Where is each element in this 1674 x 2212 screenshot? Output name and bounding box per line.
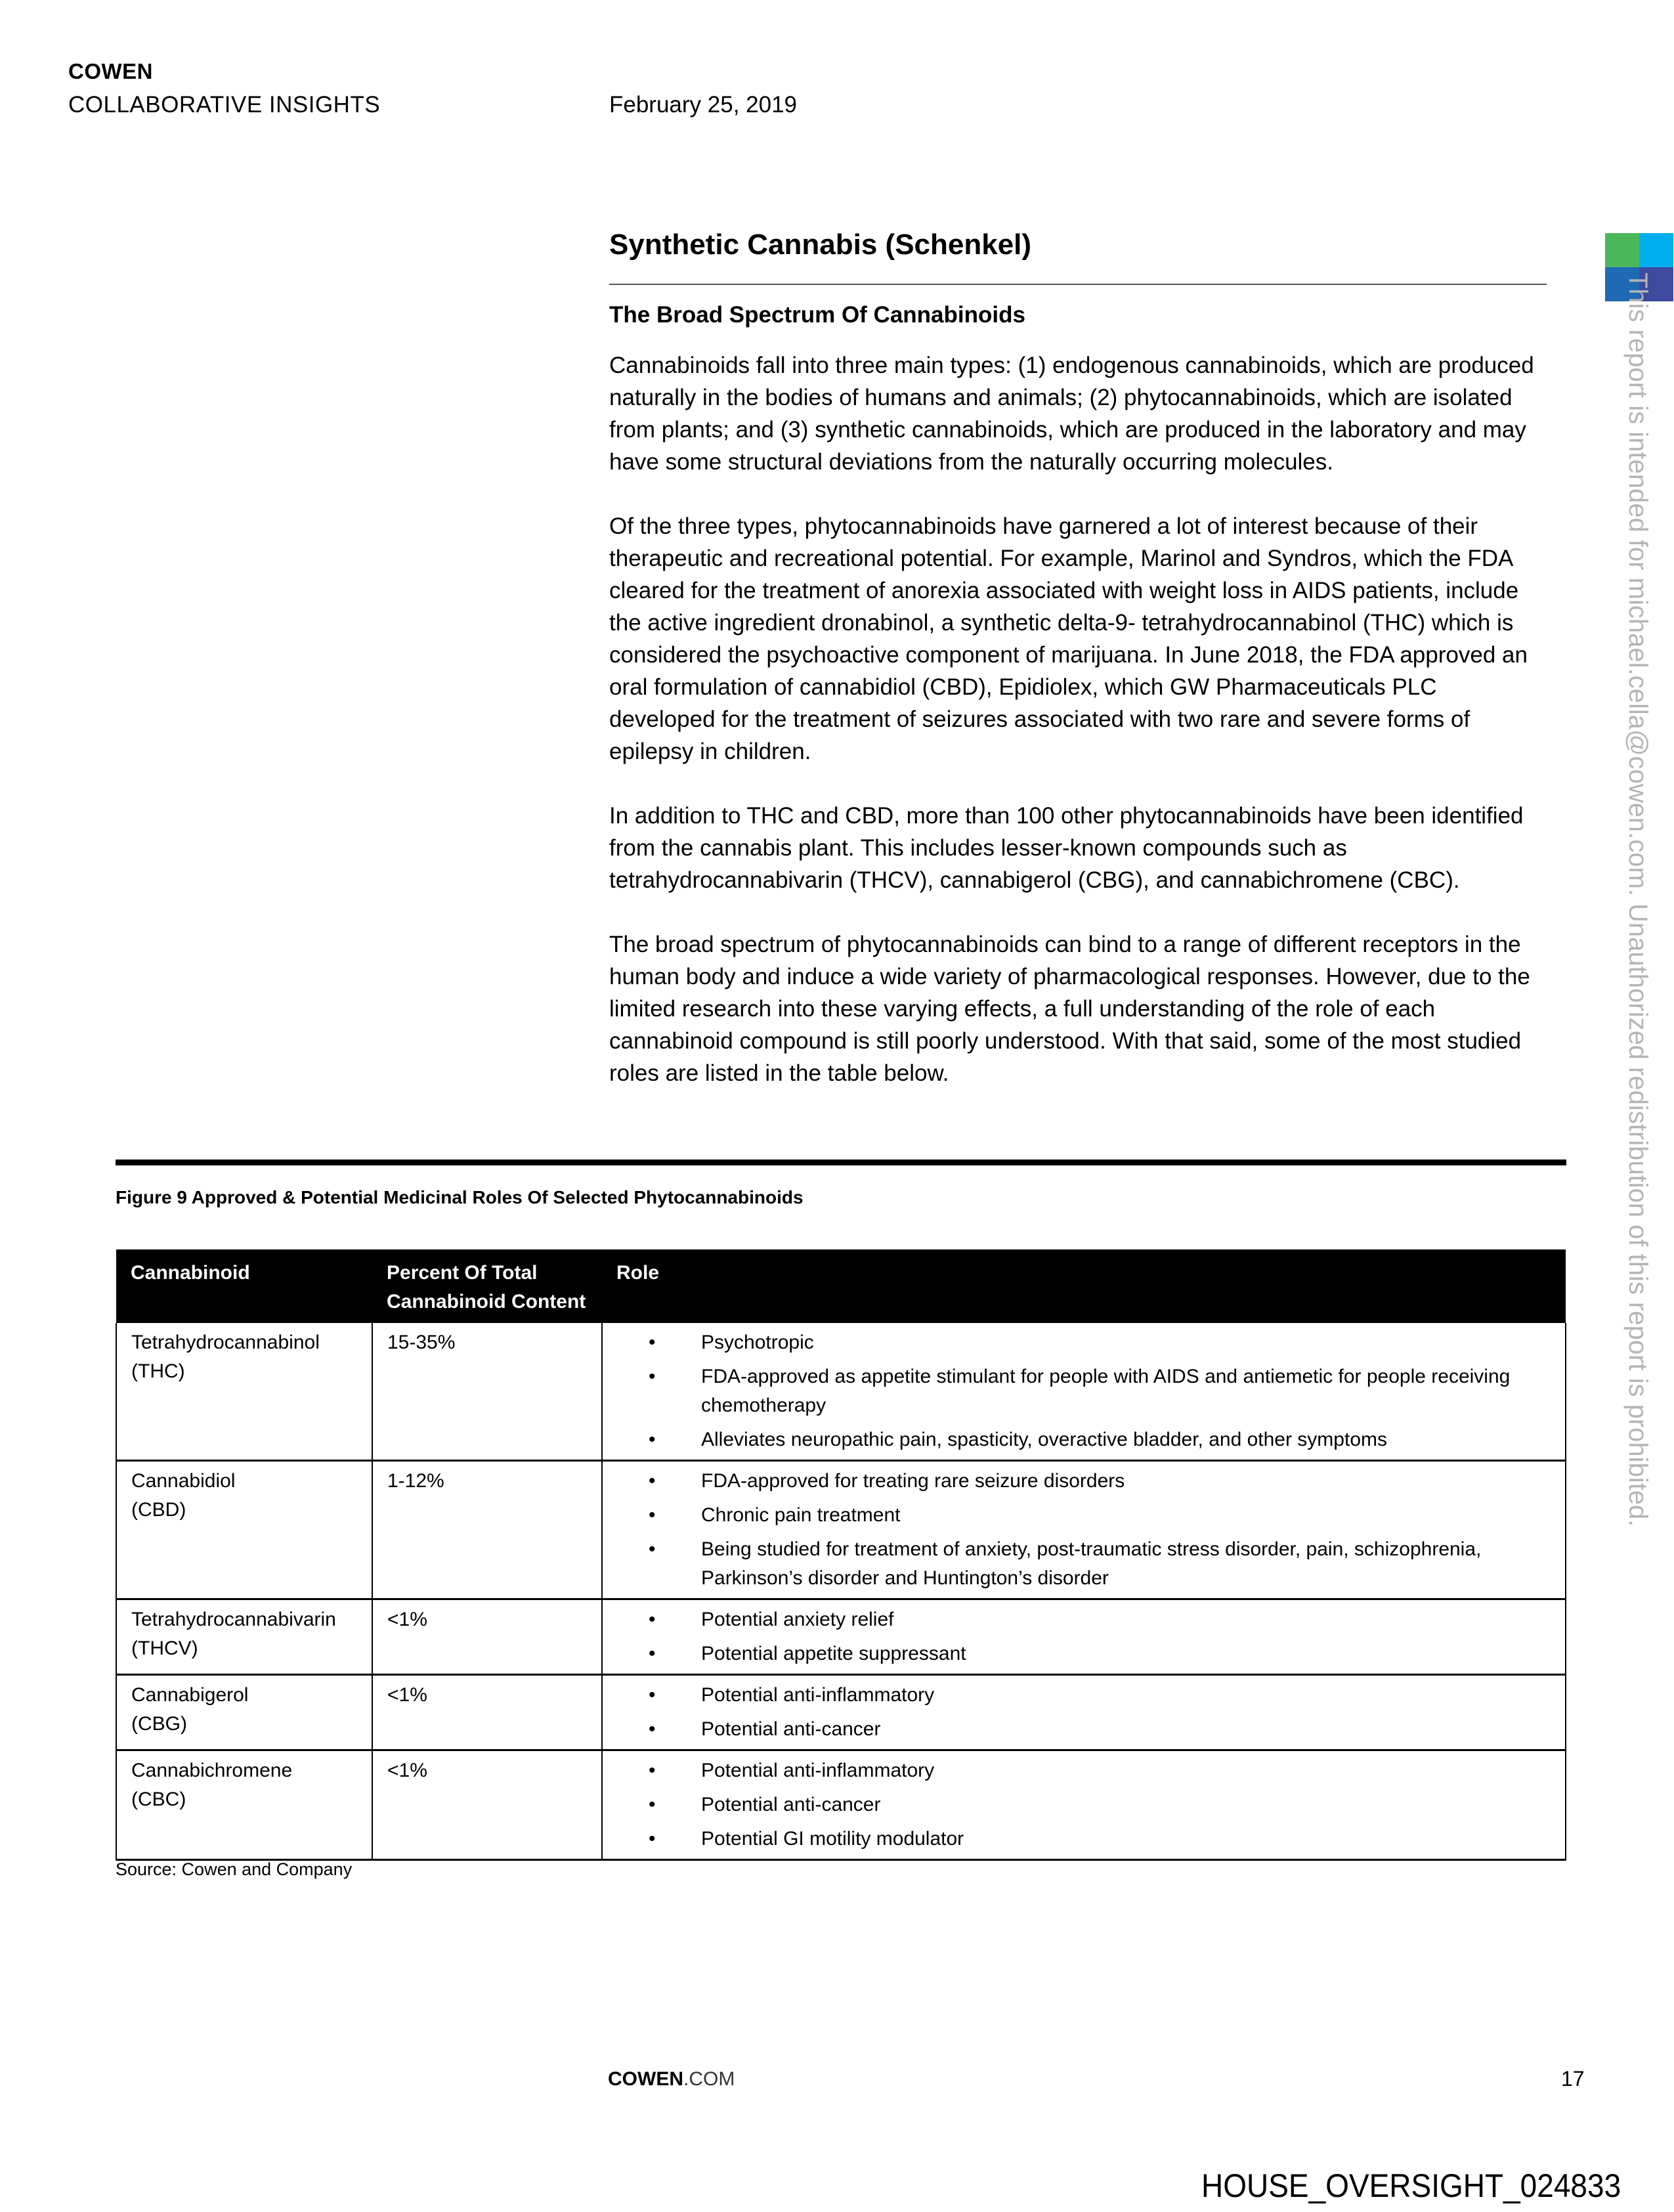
role-item	[617, 1362, 1551, 1420]
bullet-icon: •	[649, 1609, 656, 1630]
role-text: Potential anxiety relief	[701, 1609, 894, 1630]
paragraph: The broad spectrum of phytocannabinoids can bind to a range of different receptors in the human body and induce a wide variety of pharmacological responses. However, due to the limited research into these varying effects, a full understanding of the role of each cannabinoid compound is still poorly understood. With that said, some of the most studied roles are listed in the table below.	[609, 932, 1530, 1086]
column-header-cannabinoid	[116, 1249, 372, 1323]
footer-brand-bold: COWEN	[608, 2068, 683, 2090]
bullet-icon: •	[649, 1643, 656, 1664]
header-text: Role	[616, 1262, 660, 1284]
roles-list	[617, 1467, 1551, 1593]
table-row	[116, 1599, 1566, 1675]
cannabinoid-cell	[116, 1675, 372, 1750]
bullet-icon: •	[649, 1504, 656, 1526]
roles-cell	[602, 1750, 1566, 1860]
bullet-icon: •	[649, 1332, 656, 1353]
role-text: FDA-approved as appetite stimulant for people with AIDS and antiemetic for people receiving chemotherapy	[701, 1366, 1511, 1416]
roles-cell	[602, 1461, 1566, 1599]
bullet-icon: •	[649, 1366, 656, 1387]
cannabinoid-name: Cannabigerol	[131, 1684, 249, 1706]
cannabinoid-cell	[116, 1323, 372, 1461]
table-header-row	[116, 1249, 1566, 1323]
percent-content-cell: <1%	[372, 1675, 602, 1750]
roles-list	[617, 1681, 1551, 1744]
figure-divider	[116, 1160, 1566, 1165]
role-text: Potential anti-inflammatory	[701, 1684, 935, 1706]
role-item	[617, 1501, 1551, 1530]
bullet-icon: •	[649, 1718, 656, 1740]
header-text: Cannabinoid Content	[387, 1291, 586, 1312]
cannabinoid-abbreviation: (CBG)	[131, 1713, 187, 1735]
section-title: Synthetic Cannabis (Schenkel)	[609, 228, 1032, 261]
cannabinoid-cell	[116, 1461, 372, 1599]
role-item	[617, 1825, 1551, 1854]
footer-brand	[608, 2068, 735, 2091]
role-text: Alleviates neuropathic pain, spasticity, overactive bladder, and other symptoms	[701, 1429, 1387, 1450]
cannabinoid-abbreviation: (CBC)	[131, 1789, 186, 1810]
role-item	[617, 1425, 1551, 1454]
table-row	[116, 1461, 1566, 1599]
cannabinoid-abbreviation: (CBD)	[131, 1499, 186, 1521]
section-subtitle: The Broad Spectrum Of Cannabinoids	[609, 302, 1025, 328]
role-item	[617, 1328, 1551, 1357]
figure-source: Source: Cowen and Company	[116, 1859, 353, 1879]
table-row	[116, 1750, 1566, 1860]
role-item	[617, 1715, 1551, 1744]
role-item	[617, 1639, 1551, 1668]
column-header-role	[602, 1249, 1566, 1323]
cannabinoid-name: Cannabichromene	[131, 1760, 293, 1781]
percent-content-cell: 1-12%	[372, 1461, 602, 1599]
bullet-icon: •	[649, 1429, 656, 1450]
roles-list	[617, 1605, 1551, 1668]
cannabinoid-name: Tetrahydrocannabinol	[131, 1332, 320, 1353]
roles-cell	[602, 1675, 1566, 1750]
bullet-icon: •	[649, 1828, 656, 1850]
role-text: Potential anti-cancer	[701, 1718, 881, 1740]
role-text: Potential anti-cancer	[701, 1794, 881, 1815]
logo-quadrant-cyan	[1639, 233, 1673, 267]
role-text: Potential appetite suppressant	[701, 1643, 966, 1664]
table-row	[116, 1675, 1566, 1750]
paragraph: In addition to THC and CBD, more than 100 other phytocannabinoids have been identified from the cannabis plant. This includes lesser-known compounds such as tetrahydrocannabivarin (THCV), cannabigerol (CBG), and cannabichromene (CBC).	[609, 803, 1524, 893]
cannabinoid-abbreviation: (THC)	[131, 1360, 185, 1382]
roles-cell	[602, 1599, 1566, 1675]
bullet-icon: •	[649, 1794, 656, 1815]
column-header-percent	[372, 1249, 602, 1323]
role-item	[617, 1756, 1551, 1785]
role-text: FDA-approved for treating rare seizure disorders	[701, 1470, 1125, 1492]
roles-list	[617, 1328, 1551, 1454]
cannabinoid-name: Cannabidiol	[131, 1470, 236, 1492]
role-item	[617, 1790, 1551, 1819]
role-text: Psychotropic	[701, 1332, 814, 1353]
cannabinoid-roles-table	[116, 1249, 1566, 1861]
bullet-icon: •	[649, 1470, 656, 1492]
header-brand: COWEN	[68, 59, 153, 83]
table-row	[116, 1323, 1566, 1461]
body-text	[609, 349, 1548, 1121]
roles-list	[617, 1756, 1551, 1854]
cannabinoid-abbreviation: (THCV)	[131, 1637, 198, 1659]
role-text: Being studied for treatment of anxiety, post-traumatic stress disorder, pain, schizophrenia, Parkinson’s disorder and Huntington’s disorder	[701, 1538, 1482, 1589]
percent-content-cell: 15-35%	[372, 1323, 602, 1461]
bullet-icon: •	[649, 1760, 656, 1781]
header-text: Cannabinoid	[131, 1262, 250, 1284]
header-subtitle: COLLABORATIVE INSIGHTS	[68, 92, 381, 118]
cannabinoid-cell	[116, 1599, 372, 1675]
role-item	[617, 1467, 1551, 1496]
role-text: Potential GI motility modulator	[701, 1828, 964, 1850]
section-divider	[609, 284, 1547, 285]
footer-brand-domain: .COM	[683, 2068, 735, 2090]
paragraph: Of the three types, phytocannabinoids have garnered a lot of interest because of their therapeutic and recreational potential. For example, Marinol and Syndros, which the FDA cleared for the treatment of anorexia associated with weight loss in AIDS patients, include the active ingredient dronabinol, a synthetic delta-9- tetrahydrocannabinol (THC) which is considered the psychoactive component of marijuana. In June 2018, the FDA approved an oral formulation of cannabidiol (CBD), Epidiolex, which GW Pharmaceuticals PLC developed for the treatment of seizures associated with two rare and severe forms of epilepsy in children.	[609, 513, 1528, 764]
cannabinoid-name: Tetrahydrocannabivarin	[131, 1609, 336, 1630]
percent-content-cell: <1%	[372, 1750, 602, 1860]
cannabinoid-cell	[116, 1750, 372, 1860]
bullet-icon: •	[649, 1538, 656, 1560]
percent-content-cell: <1%	[372, 1599, 602, 1675]
paragraph: Cannabinoids fall into three main types: (1) endogenous cannabinoids, which are produced naturally in the bodies of humans and animals; (2) phytocannabinoids, which are isolated from plants; and (3) synthetic cannabinoids, which are produced in the laboratory and may have some structural deviations from the naturally occurring molecules.	[609, 353, 1534, 475]
role-text: Potential anti-inflammatory	[701, 1760, 935, 1781]
role-item	[617, 1535, 1551, 1593]
figure-title: Figure 9 Approved & Potential Medicinal Roles Of Selected Phytocannabinoids	[116, 1187, 804, 1207]
roles-cell	[602, 1323, 1566, 1461]
role-text: Chronic pain treatment	[701, 1504, 901, 1526]
report-date: February 25, 2019	[609, 92, 798, 118]
bates-number: HOUSE_OVERSIGHT_024833	[1201, 2167, 1621, 2204]
logo-quadrant-green	[1605, 233, 1639, 267]
bullet-icon: •	[649, 1684, 656, 1706]
role-item	[617, 1681, 1551, 1710]
role-item	[617, 1605, 1551, 1634]
header-text: Percent Of Total	[387, 1262, 538, 1284]
distribution-watermark: This report is intended for michael.cella@cowen.com. Unauthorized redistribution of this report is prohibited.	[1623, 272, 1652, 1527]
page-number: 17	[1561, 2067, 1585, 2091]
